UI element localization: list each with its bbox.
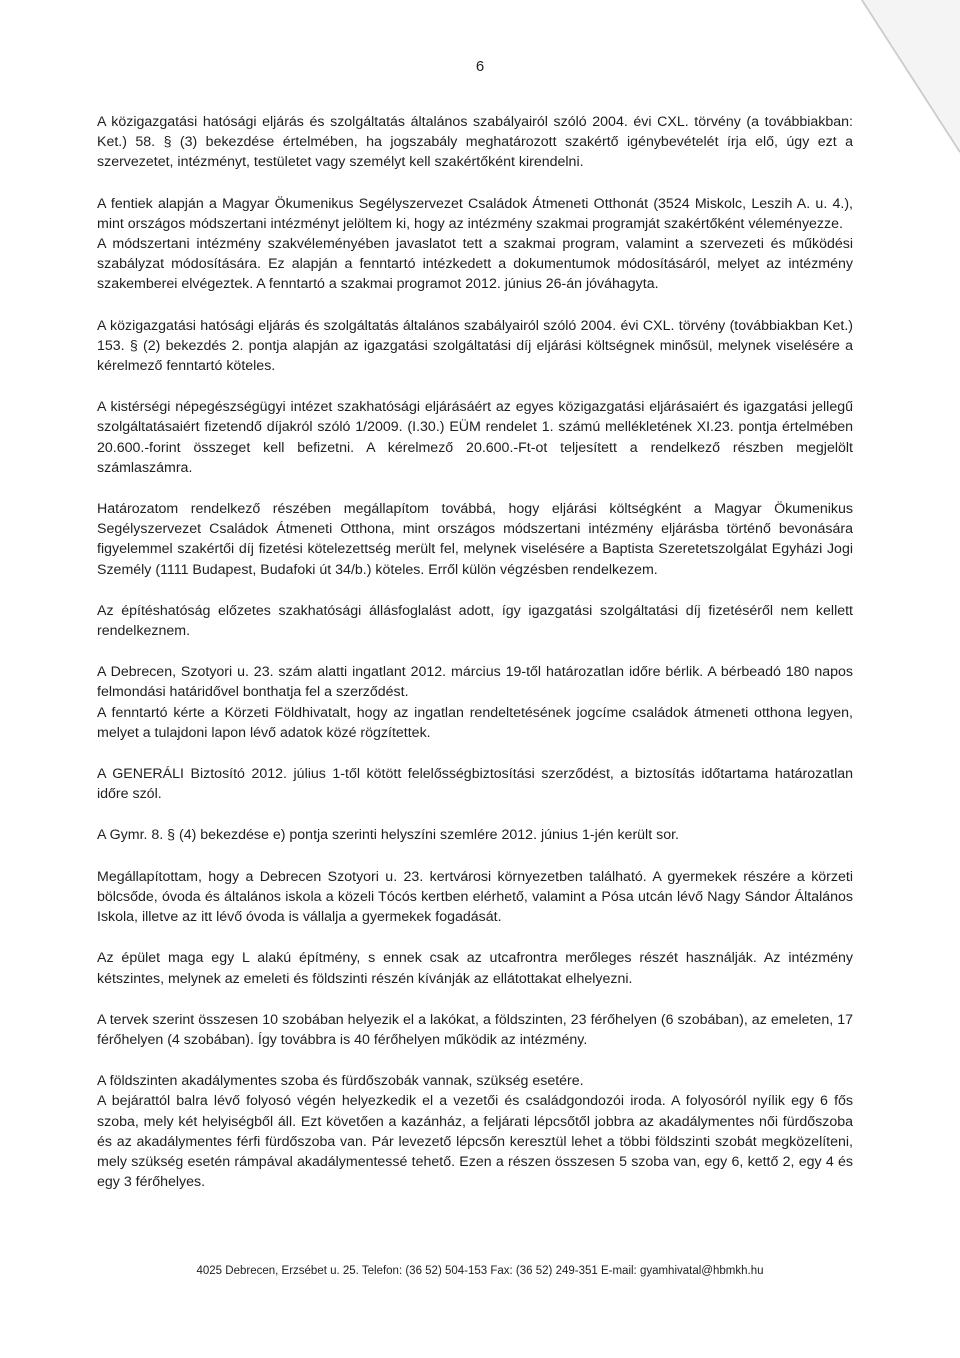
paragraph-building-authority: Az építéshatóság előzetes szakhatósági állásfoglalást adott, így igazgatási szolgáltatási díj fizetéséről nem kellett rendelkeznem.: [97, 602, 853, 640]
paragraph-capacity: A tervek szerint összesen 10 szobában helyezik el a lakókat, a földszinten, 23 férőhelyen (6 szobában), az emeleten, 17 férőhelyen (4 szobában). Így továbbra is 40 férőhelyen működik az intézmény.: [97, 1011, 853, 1048]
footer-contact: 4025 Debrecen, Erzsébet u. 25. Telefon: (36 52) 504-153 Fax: (36 52) 249-351 E-mail: gyamhivatal@hbmkh.hu: [196, 1265, 764, 1277]
paragraph-environment: Megállapítottam, hogy a Debrecen Szotyori u. 23. kertvárosi környezetben található. A gyermekek részére a körzeti bölcsőde, óvoda és általános iskola a közeli Tócós kertben elérhető, valamint a Pósa utcán lévő Nagy Sándor Általános Iskola, illetve az itt lévő óvoda is vállalja a gyermekek fogadását.: [97, 868, 853, 926]
paragraph-site-inspection: A Gymr. 8. § (4) bekezdése e) pontja szerinti helyszíni szemlére 2012. június 1-jén került sor.: [97, 827, 679, 844]
paragraph-building: Az épület maga egy L alakú építmény, s ennek csak az utcafrontra merőleges részét használják. Az intézmény kétszintes, melynek az emeleti és földszinti részén kívánják az ellátottakat elhelyezni.: [97, 950, 853, 987]
paragraph-insurance: A GENERÁLI Biztosító 2012. július 1-től kötött felelősségbiztosítási szerződést, a biztosítás időtartama határozatlan időre szól.: [97, 766, 853, 803]
paragraph-expert-designation: A fentiek alapján a Magyar Ökumenikus Segélyszervezet Családok Átmeneti Otthonát (3524 Miskolc, Leszih A. u. 4.), mint országos módszertani intézményt jelöltem ki, hogy az intézmény szakmai programját szakértőként véleményezze.: [97, 195, 853, 232]
paragraph-expert-opinion: A módszertani intézmény szakvéleményében javaslatot tett a szakmai program, valamint a szervezeti és működési szabályzat módosítására. Ez alapján a fenntartó intézkedett a dokumentumok módosításáról, melyet az intézmény szakemberei elvégeztek. A fenntartó a szakmai programot 2012. június 26-án jóváhagyta.: [97, 236, 853, 293]
paragraph-fee-payment: A kistérségi népegészségügyi intézet szakhatósági eljárásáért az egyes közigazgatási eljárásaiért és igazgatási jellegű szolgáltatásaiért fizetendő díjakról szóló 1/2009. (I.30.) EÜM rendelet 1. számú mellékletének XI.23. pontja értelmében 20.600.-forint összeget kell befizetni. A kérelmező 20.600.-Ft-ot teljesített a rendelkező részben megjelölt számlaszámra.: [97, 399, 853, 476]
paragraph-ket-153: A közigazgatási hatósági eljárás és szolgáltatás általános szabályairól szóló 2004. évi CXL. törvény (továbbiakban Ket.) 153. § (2) bekezdés 2. pontja alapján az igazgatási szolgáltatási díj eljárási költségnek minősül, melynek viselésére a kérelmező fenntartó köteles.: [97, 317, 853, 375]
paragraph-layout: A bejárattól balra lévő folyosó végén helyezkedik el a vezetői és családgondozói iroda. A folyosóról nyílik egy 6 fős szoba, mely két helyiségből áll. Ezt követően a kazánház, a feljárati lépcsőtől jobbra az akadálymentes női fürdőszoba és az akadálymentes férfi fürdőszoba van. Pár levezető lépcsőn keresztül lehet a többi földszinti szobát megközelíteni, mely szükség esetén rámpával akadálymentessé tehető. Ezen a részen összesen 5 szoba van, egy 6, kettő 2, egy 4 és egy 3 férőhelyes.: [97, 1093, 853, 1191]
document-body: [97, 112, 853, 1192]
paragraph-ket-58: A közigazgatási hatósági eljárás és szolgáltatás általános szabályairól szóló 2004. évi CXL. törvény (a továbbiakban: Ket.) 58. § (3) bekezdése értelmében, ha jogszabály meghatározott szakértő igénybevételét írja elő, úgy ezt a szervezetet, intézményt, testületet vagy személyt kell szakértőként kirendelni.: [97, 114, 853, 171]
page-number: 6: [475, 58, 485, 75]
paragraph-lease: A Debrecen, Szotyori u. 23. szám alatti ingatlant 2012. március 19-től határozatlan időre bérlik. A bérbeadó 180 napos felmondási határidővel bonthatja fel a szerződést.: [97, 664, 853, 701]
paragraph-ground-floor: A földszinten akadálymentes szoba és fürdőszobák vannak, szükség esetére.: [97, 1073, 584, 1090]
paragraph-expert-fee: Határozatom rendelkező részében megállapítom továbbá, hogy eljárási költségként a Magyar Ökumenikus Segélyszervezet Családok Átmeneti Otthona, mint országos módszertani intézmény eljárásba történő bevonására figyelemmel szakértői díj fizetési kötelezettség merült fel, melynek viselésére a Baptista Szeretetszolgálat Egyházi Jogi Személy (1111 Budapest, Budafoki út 34/b.) köteles. Erről külön végzésben rendelkezem.: [97, 501, 853, 578]
paragraph-land-registry: A fenntartó kérte a Körzeti Földhivatalt, hogy az ingatlan rendeltetésének jogcíme családok átmeneti otthona legyen, melyet a tulajdoni lapon lévő adatok közé rögzítettek.: [97, 704, 853, 741]
